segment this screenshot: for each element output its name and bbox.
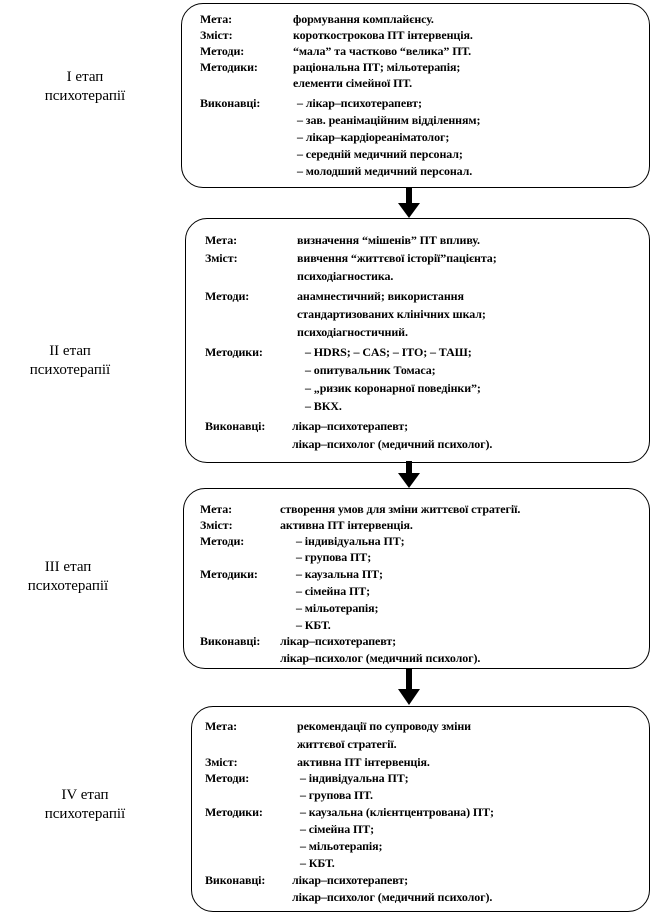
performers-key: Виконавці:	[205, 419, 266, 433]
techniques-value: раціональна ПТ; мільотерапія;	[293, 60, 461, 74]
techniques-key: Методики:	[205, 345, 263, 359]
performer: – лікар–кардіореаніматолог;	[297, 130, 450, 144]
methods-value: – індивідуальна ПТ;	[300, 771, 409, 785]
content-key: Зміст:	[205, 755, 238, 769]
techniques-value: – мільотерапія;	[296, 601, 379, 615]
performer: лікар–психотерапевт;	[292, 873, 409, 887]
techniques-key: Методики:	[200, 567, 258, 581]
techniques-value: – мільотерапія;	[300, 839, 383, 853]
stage-4-label	[25, 786, 145, 824]
techniques-value: – сімейна ПТ;	[300, 822, 375, 836]
content-value: вивчення “життєвої історії”пацієнта;	[297, 251, 497, 265]
methods-value: стандартизованих клінічних шкал;	[297, 307, 486, 321]
stage-1-label-line-2: психотерапії	[44, 88, 126, 104]
performer: – молодший медичний персонал.	[297, 164, 473, 178]
methods-key: Методи:	[205, 289, 250, 303]
performer: лікар–психолог (медичний психолог).	[292, 890, 493, 904]
goal-value: створення умов для зміни життєвої стратегії.	[280, 502, 521, 516]
goal-key: Мета:	[200, 12, 233, 26]
stage-2-label-line-1: II етап	[49, 343, 91, 359]
techniques-value: – HDRS; – CAS; – ІТО; – ТАШ;	[305, 345, 472, 359]
content-value: активна ПТ інтервенція.	[280, 518, 413, 532]
methods-value: – групова ПТ;	[296, 550, 372, 564]
methods-key: Методи:	[205, 771, 250, 785]
performer: лікар–психолог (медичний психолог).	[292, 437, 493, 451]
performer: лікар–психолог (медичний психолог).	[280, 651, 481, 665]
techniques-value: – ВКХ.	[305, 399, 342, 413]
goal-key: Мета:	[200, 502, 233, 516]
performer: – лікар–психотерапевт;	[297, 96, 422, 110]
performer: – зав. реанімаційним відділенням;	[297, 113, 481, 127]
methods-key: Методи:	[200, 534, 245, 548]
techniques-value: – каузальна (клієнтцентрована) ПТ;	[300, 805, 494, 819]
stage-3-label-line-1: III етап	[44, 559, 92, 575]
performers-key: Виконавці:	[200, 96, 261, 110]
stage-1-label-line-1: I етап	[66, 69, 104, 85]
techniques-value: – каузальна ПТ;	[296, 567, 383, 581]
content-value: короткострокова ПТ інтервенція.	[293, 28, 473, 42]
goal-key: Мета:	[205, 719, 238, 733]
techniques-key: Методики:	[200, 60, 258, 74]
arrow-down-icon	[396, 461, 422, 489]
methods-value: психодіагностичний.	[297, 325, 408, 339]
techniques-value: – КБТ.	[300, 856, 335, 870]
techniques-value: – „ризик коронарної поведінки”;	[305, 381, 481, 395]
goal-value: формування комплайєнсу.	[293, 12, 434, 26]
performers-key: Виконавці:	[205, 873, 266, 887]
goal-key: Мета:	[205, 233, 238, 247]
content-key: Зміст:	[205, 251, 238, 265]
stage-3-label-line-2: психотерапії	[27, 578, 109, 594]
methods-value: – групова ПТ.	[300, 788, 373, 802]
content-value: активна ПТ інтервенція.	[297, 755, 430, 769]
content-key: Зміст:	[200, 518, 233, 532]
stage-1-label	[25, 68, 145, 106]
techniques-key: Методики:	[205, 805, 263, 819]
goal-value: життєвої стратегії.	[297, 737, 397, 751]
techniques-value: – сімейна ПТ;	[296, 584, 371, 598]
methods-value: – індивідуальна ПТ;	[296, 534, 405, 548]
performer: лікар–психотерапевт;	[280, 634, 397, 648]
stage-4-label-line-2: психотерапії	[44, 806, 126, 822]
content-value: психодіагностика.	[297, 269, 394, 283]
arrow-down-icon	[396, 668, 422, 706]
stage-4-label-line-1: IV етап	[61, 787, 109, 803]
techniques-value: – КБТ.	[296, 618, 331, 632]
performer: лікар–психотерапевт;	[292, 419, 409, 433]
performers-key: Виконавці:	[200, 634, 261, 648]
stage-3-label	[8, 558, 128, 596]
techniques-value: – опитувальник Томаса;	[305, 363, 436, 377]
methods-key: Методи:	[200, 44, 245, 58]
goal-value: рекомендації по супроводу зміни	[297, 719, 471, 733]
content-key: Зміст:	[200, 28, 233, 42]
goal-value: визначення “мішенів” ПТ впливу.	[297, 233, 480, 247]
stage-2-label-line-2: психотерапії	[29, 362, 111, 378]
stage-2-label	[10, 342, 130, 380]
performer: – середній медичний персонал;	[297, 147, 463, 161]
methods-value: анамнестичний; використання	[297, 289, 464, 303]
arrow-down-icon	[396, 187, 422, 219]
techniques-value: елементи сімейної ПТ.	[293, 76, 412, 90]
methods-value: “мала” та частково “велика” ПТ.	[293, 44, 472, 58]
